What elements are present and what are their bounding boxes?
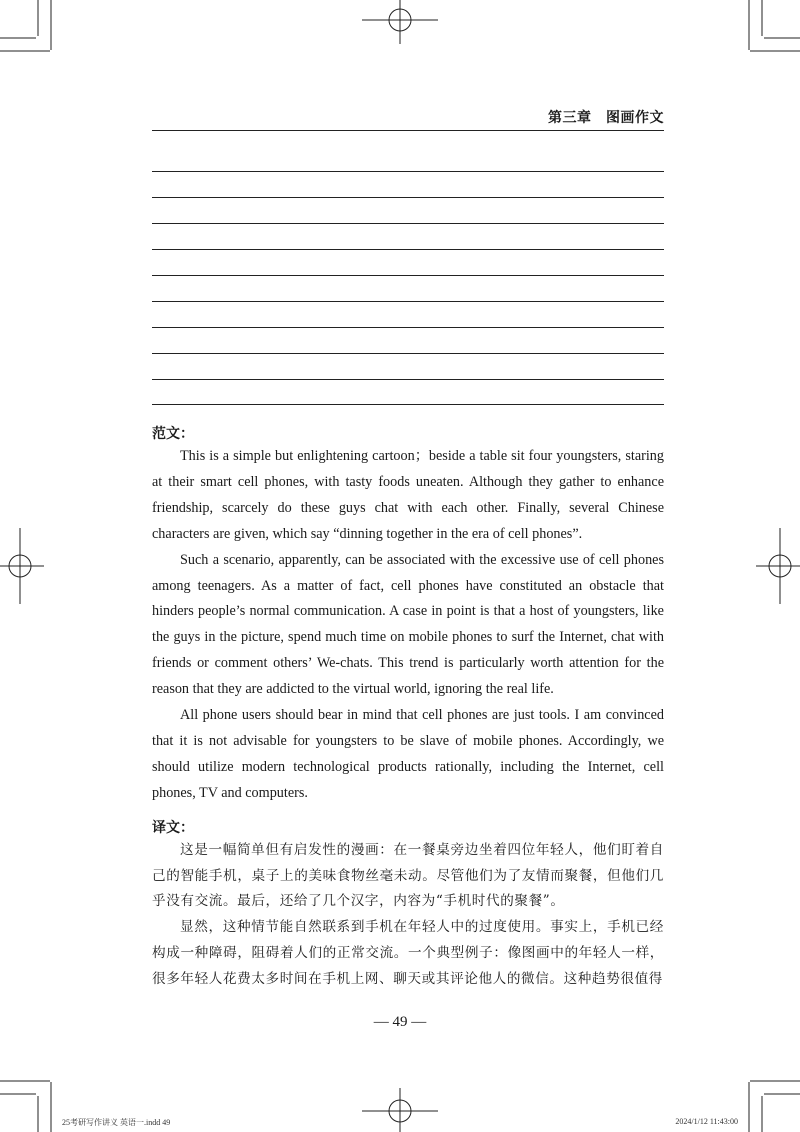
registration-target-bottom <box>362 1088 438 1132</box>
registration-target-top <box>362 0 438 44</box>
writing-line <box>152 327 664 328</box>
running-header <box>152 106 664 131</box>
translation-paragraph: 这是一幅简单但有启发性的漫画：在一餐桌旁边坐着四位年轻人，他们盯着自己的智能手机，桌子上的美味食物丝毫未动。尽管他们为了友情而聚餐，但他们几乎没有交流。最后，还给了几个汉字，内容为“手机时代的聚餐”。 <box>152 842 664 910</box>
registration-target-right <box>756 528 800 604</box>
translation-paragraph: 显然，这种情节能自然联系到手机在年轻人中的过度使用。事实上，手机已经构成一种障碍，阻碍着人们的正常交流。一个典型例子：像图画中的年轻人一样，很多年轻人花费太多时间在手机上网、聊天或其评论他人的微信。这种趋势很值得 <box>152 919 664 987</box>
translation-text <box>152 838 664 992</box>
file-name: 25考研写作讲义 英语一.indd 49 <box>62 1118 171 1127</box>
writing-line <box>152 353 664 354</box>
sample-essay-label: 范文： <box>152 426 194 442</box>
essay-paragraph: Such a scenario, apparently, can be associated with the excessive use of cell phones among teenagers. As a matter of fact, cell phones have constituted an obstacle that hinders people’s normal communication. A case in point is that a host of youngsters, like the guys in the picture, spend much time on mobile phones to surf the Internet, chat with friends or comment others’ We-chats. This trend is particularly worth attention for the reason that they are addicted to the virtual world, ignoring the real life. <box>152 551 664 698</box>
writing-line <box>152 275 664 276</box>
writing-line <box>152 197 664 198</box>
essay-paragraph: All phone users should bear in mind that cell phones are just tools. I am convinced that it is not advisable for youngsters to be slave of mobile phones. Accordingly, we should utilize modern technological products rationally, including the Internet, cell phones, TV and computers. <box>152 707 664 801</box>
writing-line <box>152 404 664 405</box>
page-number: — 49 — <box>373 1014 427 1030</box>
writing-line <box>152 249 664 250</box>
writing-line <box>152 171 664 172</box>
writing-line <box>152 379 664 380</box>
translation-label: 译文： <box>152 820 194 836</box>
sample-essay <box>152 444 664 807</box>
chapter-title: 第三章 图画作文 <box>548 110 664 126</box>
writing-line <box>152 223 664 224</box>
print-timestamp: 2024/1/12 11:43:00 <box>675 1117 738 1126</box>
registration-target-left <box>0 528 44 604</box>
writing-line <box>152 301 664 302</box>
essay-paragraph: This is a simple but enlightening cartoon；beside a table sit four youngsters, staring at their smart cell phones, with tasty foods uneaten. Although they gather to enhance friendship, scarcely do these guys chat with each other. Finally, several Chinese characters are given, which say “dinning together in the era of cell phones”. <box>152 448 664 542</box>
